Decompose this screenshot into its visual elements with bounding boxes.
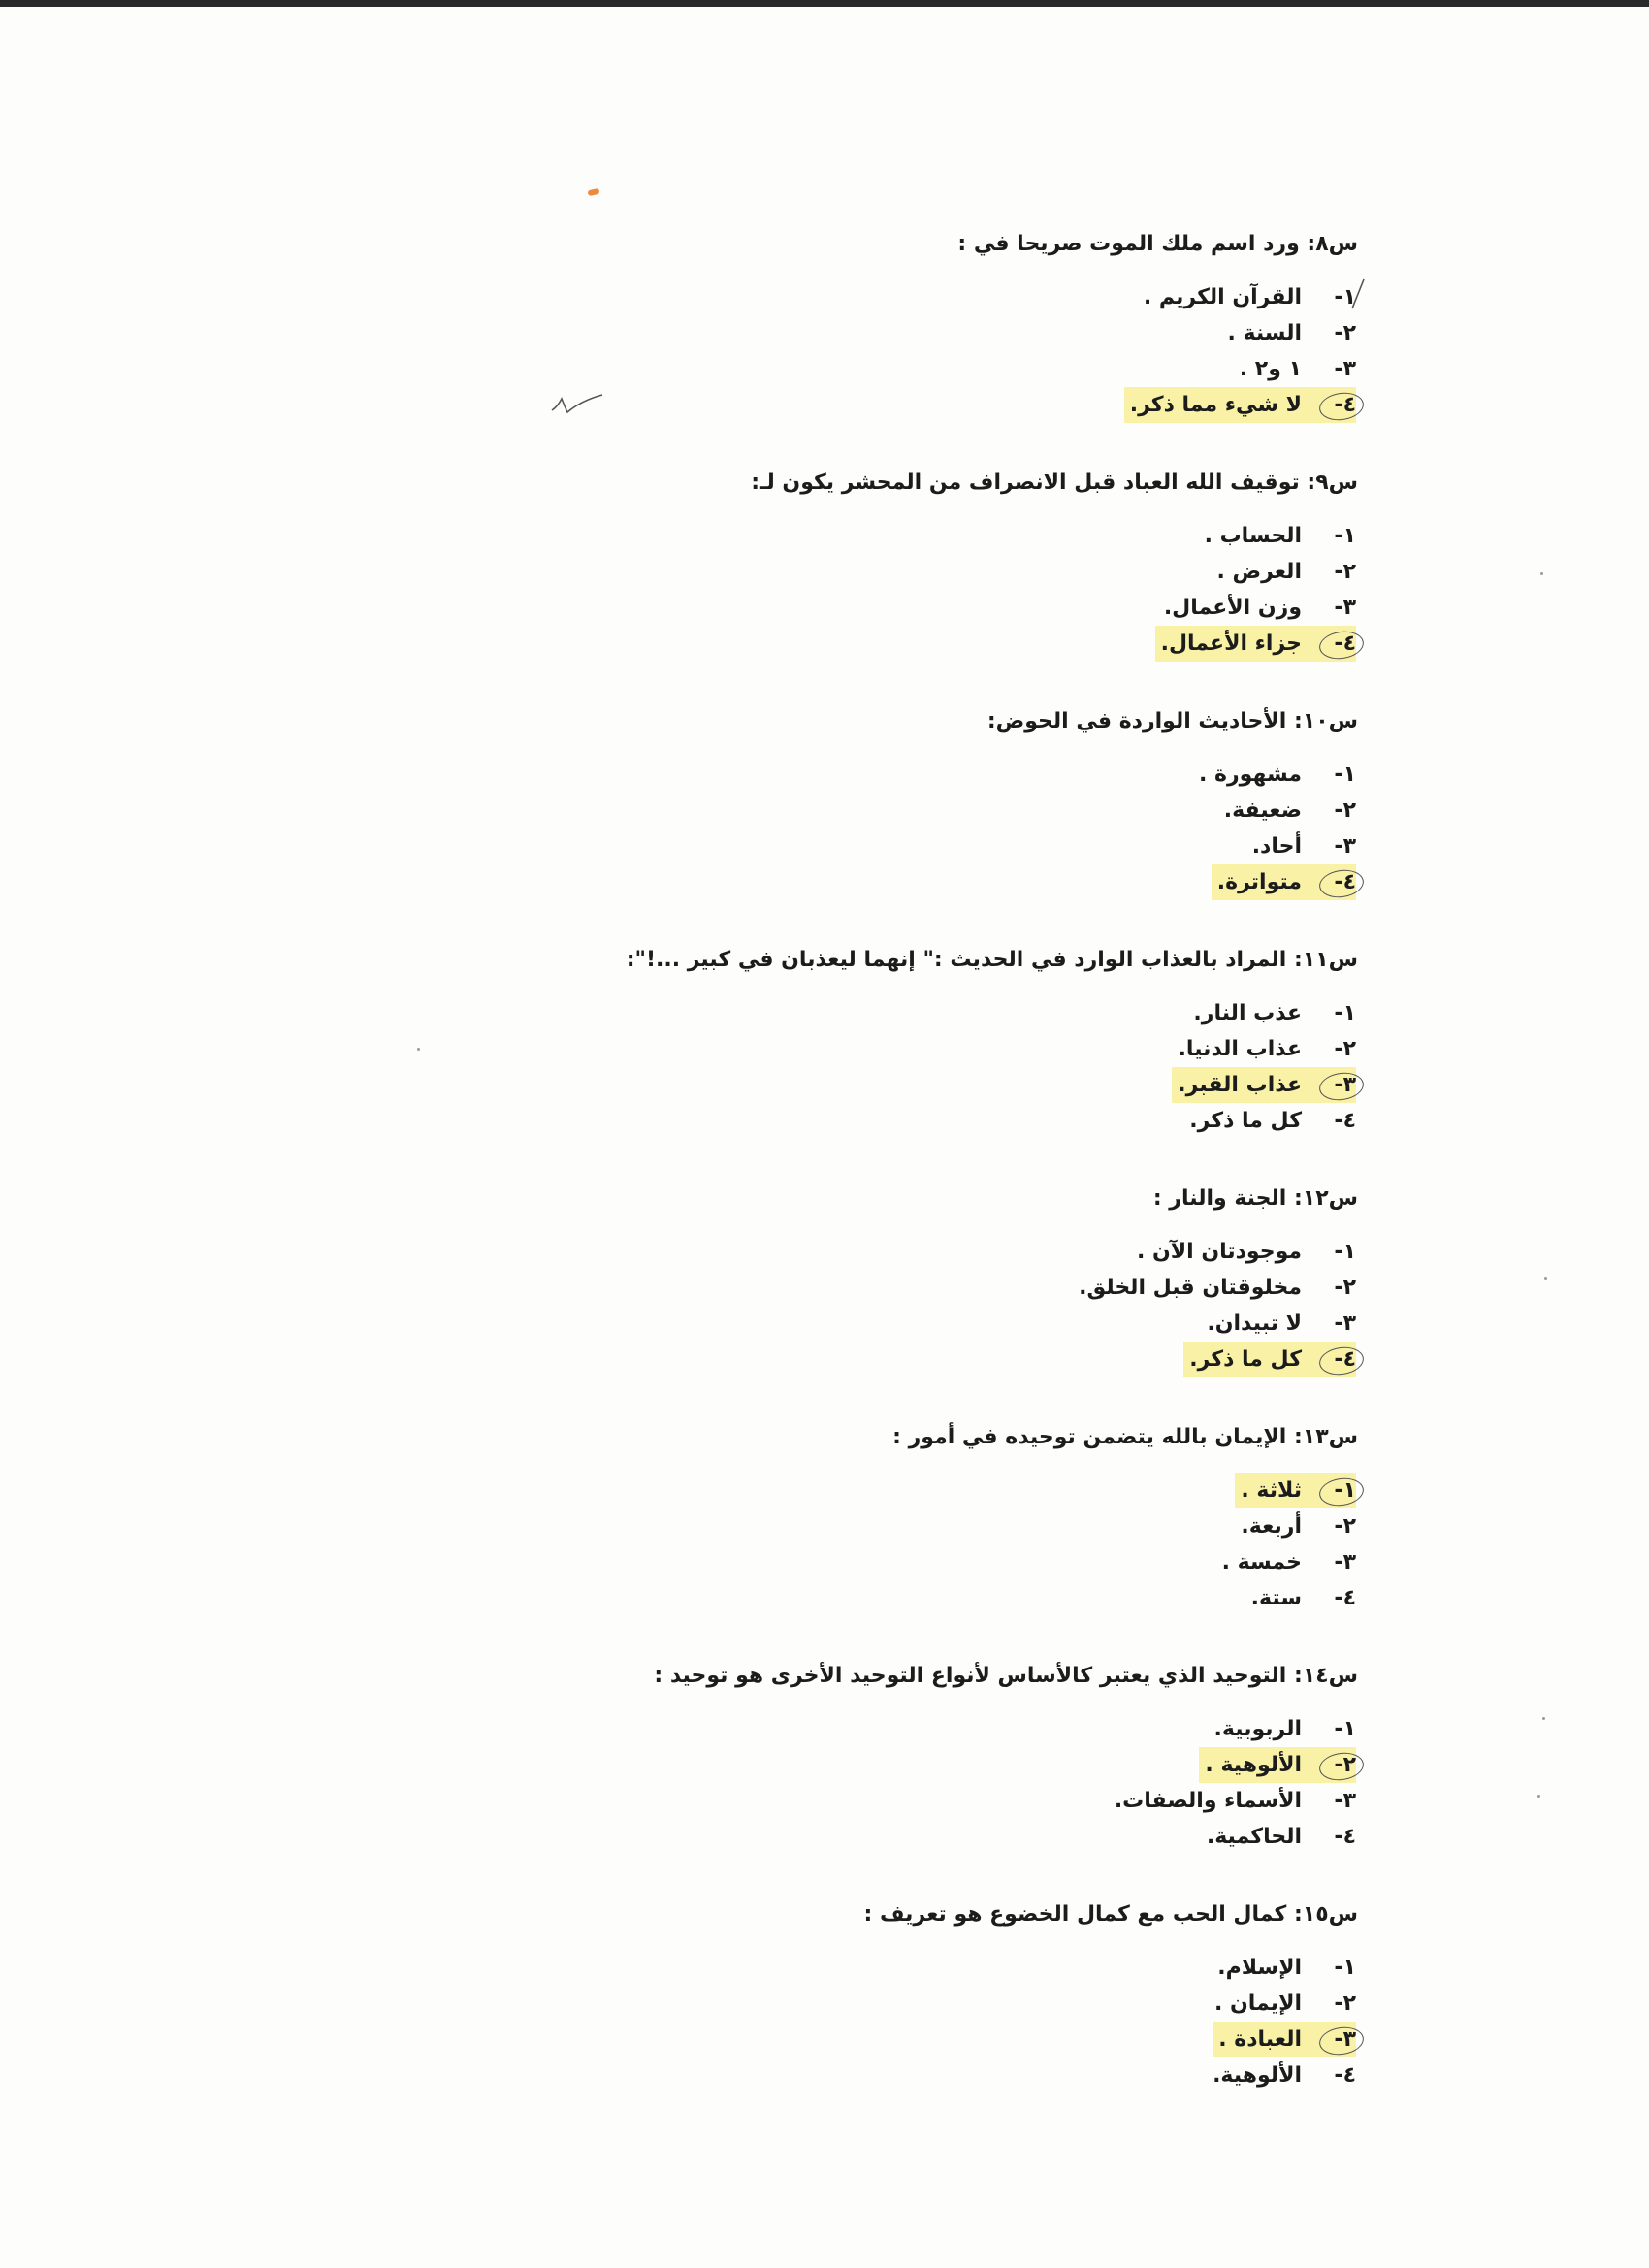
option-number: ١- [1334,1240,1356,1264]
option-number: ٢- [1334,560,1356,584]
selected-answer-option [621,1067,1358,1103]
answer-option [621,1234,1358,1270]
pencil-check-mark [548,387,606,416]
option-text: عذاب الدنيا. [1178,1037,1302,1061]
option-text: القرآن الكريم . [1143,285,1302,309]
answer-option [621,1580,1358,1616]
question-block [621,1892,1358,2093]
selected-answer-option [621,864,1358,900]
option-text: جزاء الأعمال. [1155,626,1308,662]
option-text: الربوبية. [1213,1717,1302,1741]
option-text: ثلاثة . [1235,1473,1308,1508]
question-text: س٨: ورد اسم ملك الموت صريحا في : [957,232,1358,256]
option-number: ٤- [1308,626,1356,662]
answer-option [621,2057,1358,2093]
option-text: أحاد. [1251,834,1302,859]
answer-option [621,1950,1358,1986]
option-number: ١- [1334,524,1356,548]
answer-option [621,828,1358,864]
question-text: س١٤: التوحيد الذي يعتبر كالأساس لأنواع التوحيد الأخرى هو توحيد : [654,1664,1358,1688]
scan-dust-dot [417,1048,420,1051]
answer-option [621,1270,1358,1306]
option-number: ٤- [1308,864,1356,900]
options-list [621,1711,1358,1855]
option-number: ٣- [1334,357,1356,381]
question-block [621,221,1358,423]
answer-option [621,1711,1358,1747]
option-text: مشهورة . [1199,762,1302,787]
answer-option [621,518,1358,554]
option-text: ١ و٢ . [1239,357,1302,381]
option-number: ١- [1334,285,1356,309]
option-text: الأسماء والصفات. [1114,1789,1302,1813]
option-number: ٢- [1334,1276,1356,1300]
selected-answer-option [621,387,1358,423]
option-text: كل ما ذكر. [1189,1109,1302,1133]
option-text: الحاكمية. [1206,1825,1302,1849]
option-text: موجودتان الآن . [1136,1240,1302,1264]
option-text: السنة . [1227,321,1302,345]
option-number: ١- [1308,1473,1356,1508]
option-number: ٣- [1334,596,1356,620]
question-block [621,1176,1358,1377]
option-number: ٤- [1334,1586,1356,1610]
option-number: ٣- [1334,1550,1356,1574]
answer-option [621,1783,1358,1819]
option-number: ١- [1334,1717,1356,1741]
option-number: ٣- [1308,1067,1356,1103]
option-number: ٣- [1334,834,1356,859]
option-text: الألوهية . [1199,1747,1308,1783]
option-text: مخلوقتان قبل الخلق. [1079,1276,1302,1300]
option-number: ١- [1334,1001,1356,1025]
options-list [621,518,1358,662]
question-block [621,937,1358,1139]
scan-top-edge [0,0,1649,7]
question-block [621,698,1358,900]
option-text: لا تبيدان. [1207,1312,1302,1336]
answer-option [621,279,1358,315]
option-text: وزن الأعمال. [1163,596,1302,620]
option-text: ستة. [1250,1586,1302,1610]
options-list [621,279,1358,423]
option-number: ٢- [1334,1514,1356,1539]
scan-dust-dot [1537,1795,1540,1798]
selected-answer-option [621,2022,1358,2057]
option-number: ٢- [1308,1747,1356,1783]
answer-option [621,1306,1358,1342]
question-block [621,1414,1358,1616]
option-number: ٤- [1308,387,1356,423]
option-number: ٢- [1334,321,1356,345]
answer-option [621,793,1358,828]
answer-option [621,1544,1358,1580]
options-list [621,757,1358,900]
option-number: ١- [1334,762,1356,787]
option-text: كل ما ذكر. [1183,1342,1308,1377]
options-list [621,995,1358,1139]
option-number: ٢- [1334,1992,1356,2016]
option-number: ٢- [1334,1037,1356,1061]
option-text: العرض . [1216,560,1302,584]
question-text: س١٠: الأحاديث الواردة في الحوض: [986,709,1358,733]
question-block [621,1653,1358,1855]
question-block [621,460,1358,662]
selected-answer-option [621,626,1358,662]
option-number: ١- [1334,1956,1356,1980]
options-list [621,1473,1358,1616]
selected-answer-option [621,1473,1358,1508]
answer-option [621,590,1358,626]
option-number: ٤- [1334,1109,1356,1133]
question-text: س١١: المراد بالعذاب الوارد في الحديث :" إنهما ليعذبان في كبير ...!": [626,948,1358,972]
selected-answer-option [621,1747,1358,1783]
option-number: ٣- [1334,1312,1356,1336]
question-text: س١٢: الجنة والنار : [1152,1186,1358,1211]
option-text: الألوهية. [1212,2063,1302,2088]
answer-option [621,1031,1358,1067]
answer-option [621,1508,1358,1544]
answer-option [621,757,1358,793]
answer-option [621,554,1358,590]
option-text: ضعيفة. [1223,798,1302,823]
question-text: س٩: توقيف الله العباد قبل الانصراف من المحشر يكون لـ: [751,470,1358,495]
scan-dust-dot [1540,572,1543,575]
scan-dust-dot [1544,1277,1547,1280]
answer-option [621,1819,1358,1855]
option-number: ٣- [1308,2022,1356,2057]
option-text: الحساب . [1204,524,1302,548]
scan-dust-dot [1542,1717,1545,1720]
option-text: عذب النار. [1193,1001,1302,1025]
option-text: الإسلام. [1217,1956,1302,1980]
options-list [621,1234,1358,1377]
option-number: ٤- [1308,1342,1356,1377]
option-number: ٤- [1334,1825,1356,1849]
option-text: خمسة . [1221,1550,1302,1574]
orange-ink-speck [588,188,600,196]
option-text: عذاب القبر. [1172,1067,1308,1103]
option-number: ٤- [1334,2063,1356,2088]
option-text: العبادة . [1212,2022,1308,2057]
option-number: ٣- [1334,1789,1356,1813]
answer-option [621,995,1358,1031]
answer-option [621,1986,1358,2022]
quiz-document [621,221,1358,2130]
option-text: متواترة. [1212,864,1308,900]
option-text: أربعة. [1241,1514,1302,1539]
answer-option [621,1103,1358,1139]
question-text: س١٣: الإيمان بالله يتضمن توحيده في أمور : [892,1425,1358,1449]
selected-answer-option [621,1342,1358,1377]
option-number: ٢- [1334,798,1356,823]
option-text: الإيمان . [1214,1992,1302,2016]
question-text: س١٥: كمال الحب مع كمال الخضوع هو تعريف : [863,1902,1358,1927]
answer-option [621,315,1358,351]
options-list [621,1950,1358,2093]
option-text: لا شيء مما ذكر. [1124,387,1308,423]
answer-option [621,351,1358,387]
